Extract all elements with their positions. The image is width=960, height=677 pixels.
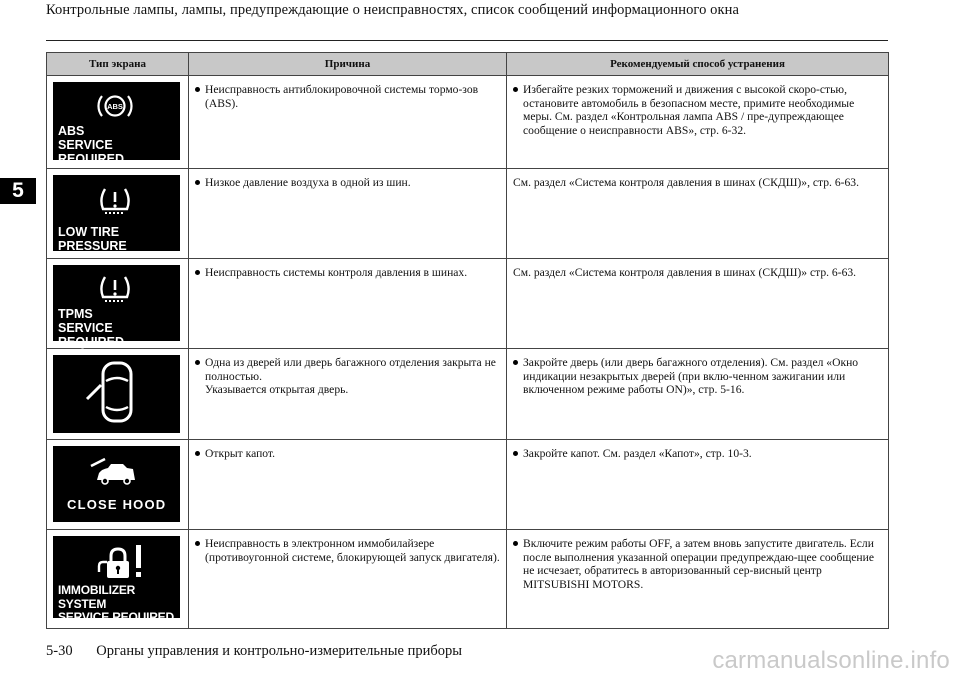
fix-cell: [507, 76, 889, 169]
screen-cell: [47, 259, 189, 349]
bullet-icon: [195, 451, 200, 456]
screen-message: TPMS SERVICE REQUIRED: [58, 307, 124, 349]
fix-cell: [507, 349, 889, 440]
cause-cell: [189, 259, 507, 349]
cause-note: Указывается открытая дверь.: [205, 383, 349, 397]
column-header-screen: Тип экрана: [47, 53, 189, 76]
bullet-icon: [195, 180, 200, 185]
table-row: [47, 169, 889, 259]
fix-text: См. раздел «Система контроля давления в шинах (СКДШ)» стр. 6-63.: [513, 266, 857, 279]
table-row: [47, 440, 889, 530]
column-header-fix: Рекомендуемый способ устранения: [507, 53, 889, 76]
screen-cell: [47, 169, 189, 259]
screen-message: IMMOBILIZER SYSTEM SERVICE REQUIRED: [58, 583, 174, 624]
cause-text: Неисправность системы контроля давления в шинах.: [205, 266, 468, 279]
cause-cell: [189, 440, 507, 530]
page-header: Контрольные лампы, лампы, предупреждающие о неисправностях, список сообщений информационного окна: [46, 2, 740, 18]
screen-message: ABS SERVICE REQUIRED: [58, 124, 124, 166]
screen-cell: [47, 530, 189, 629]
fix-text: Закройте капот. См. раздел «Капот», стр. 10-3.: [523, 447, 752, 460]
cause-text: Открыт капот.: [205, 447, 276, 460]
section-title: Органы управления и контрольно-измерительные приборы: [96, 643, 462, 659]
tire-pressure-icon: [53, 271, 180, 311]
page-footer: [46, 643, 462, 660]
immobilizer-icon: [53, 542, 180, 584]
bullet-icon: [513, 87, 518, 92]
cause-text: Неисправность в электронном иммобилайзере (противоугонной системе, блокирующей запуск двигателя).: [205, 537, 500, 564]
chapter-tab: 5: [0, 178, 36, 204]
warning-messages-table: [46, 52, 889, 629]
cause-cell: [189, 530, 507, 629]
table-row: [47, 259, 889, 349]
display-screen-low-tire: [53, 175, 180, 251]
hood-open-icon: [53, 456, 180, 492]
bullet-icon: [195, 87, 200, 92]
screen-message: CLOSE HOOD: [67, 497, 167, 512]
table-row: [47, 349, 889, 440]
screen-message: LOW TIRE PRESSURE: [58, 225, 127, 253]
screen-cell: [47, 76, 189, 169]
bullet-icon: [513, 541, 518, 546]
fix-cell: [507, 259, 889, 349]
table-row: [47, 76, 889, 169]
fix-text: См. раздел «Система контроля давления в шинах (СКДШ)», стр. 6-63.: [513, 176, 859, 189]
fix-text: Избегайте резких торможений и движения с высокой скоро-стью, остановите автомобиль в безопасном месте, примите необходимые меры. См. раздел «Контрольная лампа ABS / пре-дупреждающее сообщение о неисправности ABS», стр. 6-32.: [523, 83, 855, 137]
cause-text: Низкое давление воздуха в одной из шин.: [205, 176, 411, 189]
display-screen-door-open: [53, 355, 180, 433]
column-header-cause: Причина: [189, 53, 507, 76]
table-row: [47, 530, 889, 629]
page-number: 5-30: [46, 643, 73, 659]
fix-cell: [507, 440, 889, 530]
door-open-icon: [53, 355, 180, 433]
display-screen-abs: [53, 82, 180, 166]
screen-cell: [47, 440, 189, 530]
cause-cell: [189, 76, 507, 169]
display-screen-immobilizer: [53, 536, 180, 624]
screen-cell: [47, 349, 189, 440]
fix-cell: [507, 530, 889, 629]
svg-text:ABS: ABS: [107, 102, 123, 111]
fix-cell: [507, 169, 889, 259]
cause-text: Неисправность антиблокировочной системы тормо-зов (ABS).: [205, 83, 479, 110]
bullet-icon: [195, 270, 200, 275]
bullet-icon: [513, 360, 518, 365]
bullet-icon: [195, 541, 200, 546]
watermark: carmanualsonline.info: [712, 647, 950, 674]
bullet-icon: [513, 451, 518, 456]
cause-text: Одна из дверей или дверь багажного отделения закрыта не полностью.: [205, 356, 496, 383]
tire-pressure-icon: [53, 183, 180, 227]
display-screen-close-hood: [53, 446, 180, 522]
fix-text: Включите режим работы OFF, а затем вновь запустите двигатель. Если после выполнения указанной операции предупреждаю-щее сообщение не исчезает, обратитесь в авторизованный сер-висный центр MITSUBISHI MOTORS.: [523, 537, 874, 591]
header-rule: [46, 40, 888, 41]
cause-cell: [189, 169, 507, 259]
display-screen-tpms: [53, 265, 180, 349]
bullet-icon: [195, 360, 200, 365]
fix-text: Закройте дверь (или дверь багажного отделения). См. раздел «Окно индикации незакрытых дверей (при вклю-ченном зажигании или включенном режиме работы ON)», стр. 5-16.: [523, 356, 859, 397]
cause-cell: [189, 349, 507, 440]
table-header-row: [47, 53, 889, 76]
